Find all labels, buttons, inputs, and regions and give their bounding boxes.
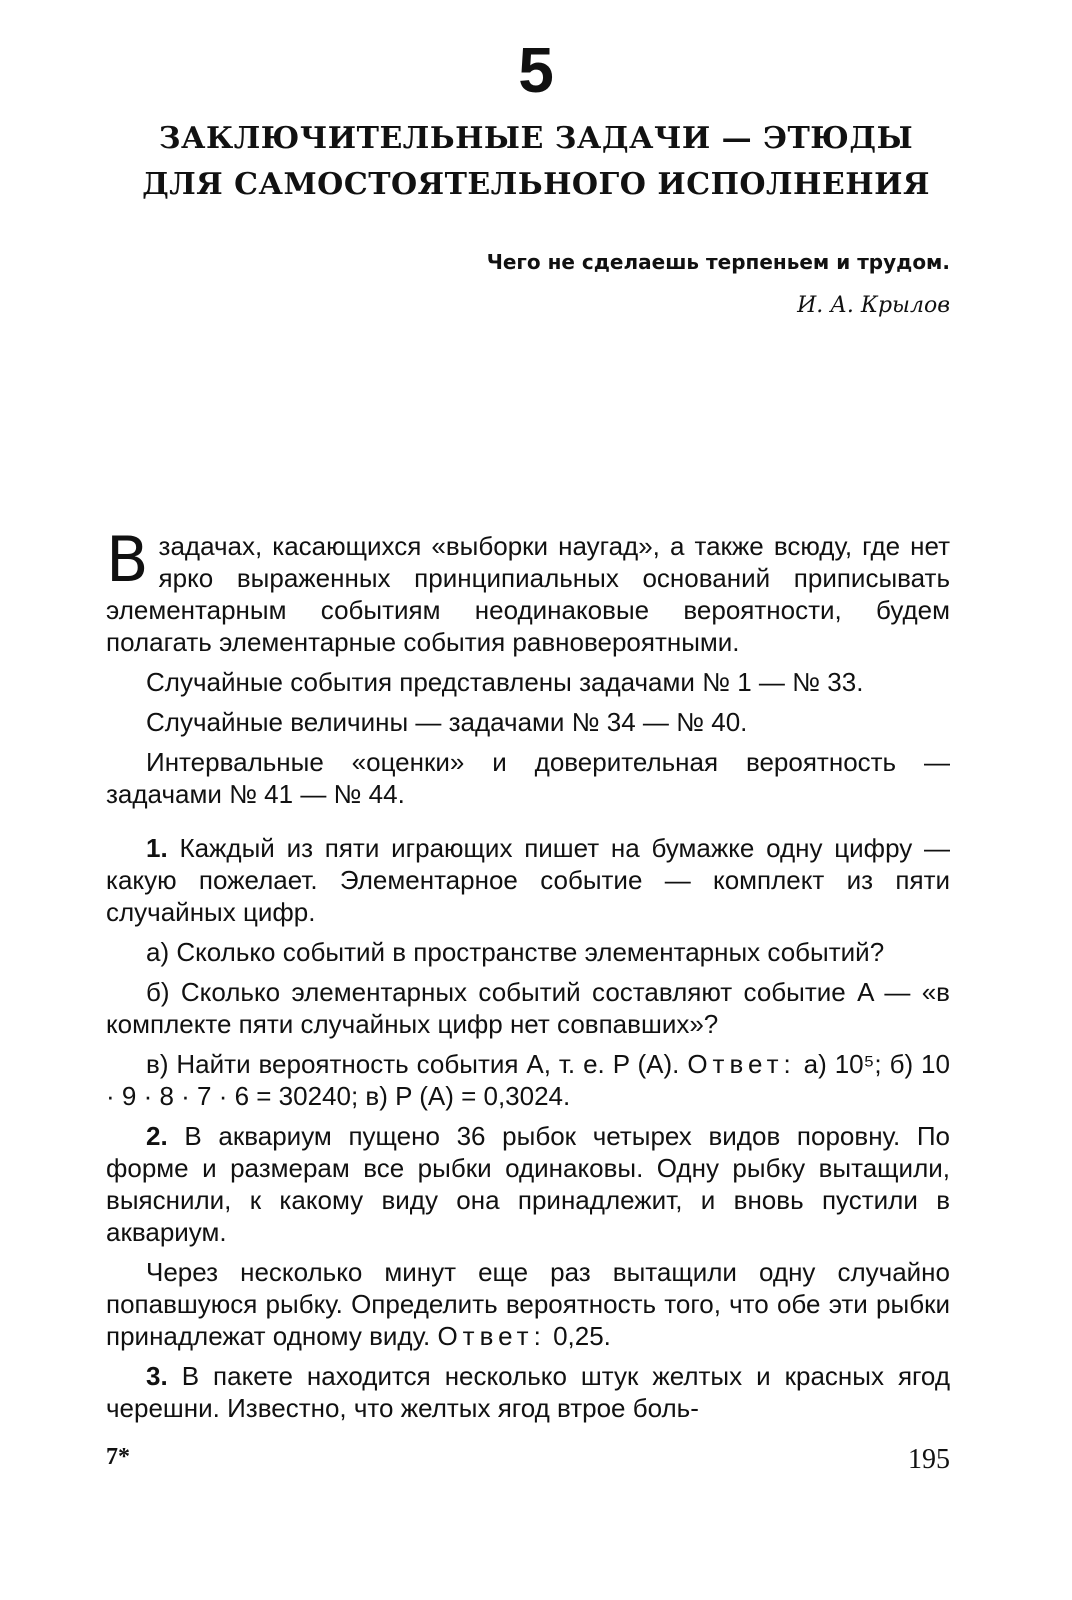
problem-1-part-c xyxy=(106,1048,950,1112)
drop-cap: В xyxy=(106,523,149,596)
problem-2-answer-label: Ответ: xyxy=(437,1321,546,1351)
printer-signature: 7* xyxy=(106,1444,130,1470)
intro-paragraph xyxy=(106,523,950,658)
intro-intervals-line: Интервальные «оценки» и доверительная вероятность — задачами № 41 — № 44. xyxy=(106,747,950,809)
section-gap xyxy=(106,818,950,832)
problem-1-part-a: а) Сколько событий в пространстве элементарных событий? xyxy=(146,937,885,967)
chapter-title xyxy=(0,116,1072,208)
problem-2-number: 2. xyxy=(146,1121,168,1151)
epigraph-quote: Чего не сделаешь терпеньем и трудом. xyxy=(486,250,950,274)
chapter-title-line-2: ДЛЯ САМОСТОЯТЕЛЬНОГО ИСПОЛНЕНИЯ xyxy=(142,167,930,202)
problem-1-part-b: б) Сколько элементарных событий составляют событие A — «в комплекте пяти случайных цифр нет совпавших»? xyxy=(106,977,950,1039)
chapter-number: 5 xyxy=(518,34,554,106)
problem-2-text: В аквариум пущено 36 рыбок четырех видов поровну. По форме и размерам все рыбки одинаковы. Одну рыбку вытащили, выяснили, к какому виду она принадлежит, и вновь пустили в аквариум. xyxy=(106,1121,951,1247)
problem-3-text: В пакете находится несколько штук желтых и красных ягод черешни. Известно, что желтых ягод втрое боль- xyxy=(106,1361,950,1423)
page-number: 195 xyxy=(908,1444,950,1475)
problem-1-text: Каждый из пяти играющих пишет на бумажке одну цифру — какую пожелает. Элементарное событие — комплект из пяти случайных цифр. xyxy=(106,833,950,927)
intro-variables-line: Случайные величины — задачами № 34 — № 40. xyxy=(146,707,748,737)
epigraph xyxy=(487,240,950,328)
problem-1-part-c-text: в) Найти вероятность события A, т. е. P (A). xyxy=(146,1049,680,1079)
problem-2-continuation xyxy=(106,1256,950,1352)
problem-2 xyxy=(106,1120,950,1248)
problem-1-answer: а) 10⁵; б) 10 · 9 · 8 · 7 · 6 = 30240; в) P (A) = 0,3024. xyxy=(106,1049,950,1111)
problem-3-number: 3. xyxy=(146,1361,168,1391)
chapter-title-line-1: ЗАКЛЮЧИТЕЛЬНЫЕ ЗАДАЧИ — ЭТЮДЫ xyxy=(158,121,914,156)
problem-2-text-2: Через несколько минут еще раз вытащили одну случайно попавшуюся рыбку. Определить вероятность того, что обе эти рыбки принадлежат одному виду. xyxy=(106,1257,950,1351)
problem-3 xyxy=(106,1360,950,1424)
intro-events-line: Случайные события представлены задачами № 1 — № 33. xyxy=(146,667,864,697)
problem-1-answer-label: Ответ: xyxy=(687,1049,796,1079)
epigraph-author: И. А. Крылов xyxy=(797,293,950,318)
intro-text: задачах, касающихся «выборки наугад», а также всюду, где нет ярко выраженных принципиальных оснований приписывать элементарным событиям неодинаковые вероятности, будем полагать элементарные события равновероятными. xyxy=(106,531,950,657)
problem-1-number: 1. xyxy=(146,833,168,863)
problem-2-answer: 0,25. xyxy=(553,1321,611,1351)
body-text xyxy=(106,523,951,1432)
problem-1 xyxy=(106,832,950,928)
